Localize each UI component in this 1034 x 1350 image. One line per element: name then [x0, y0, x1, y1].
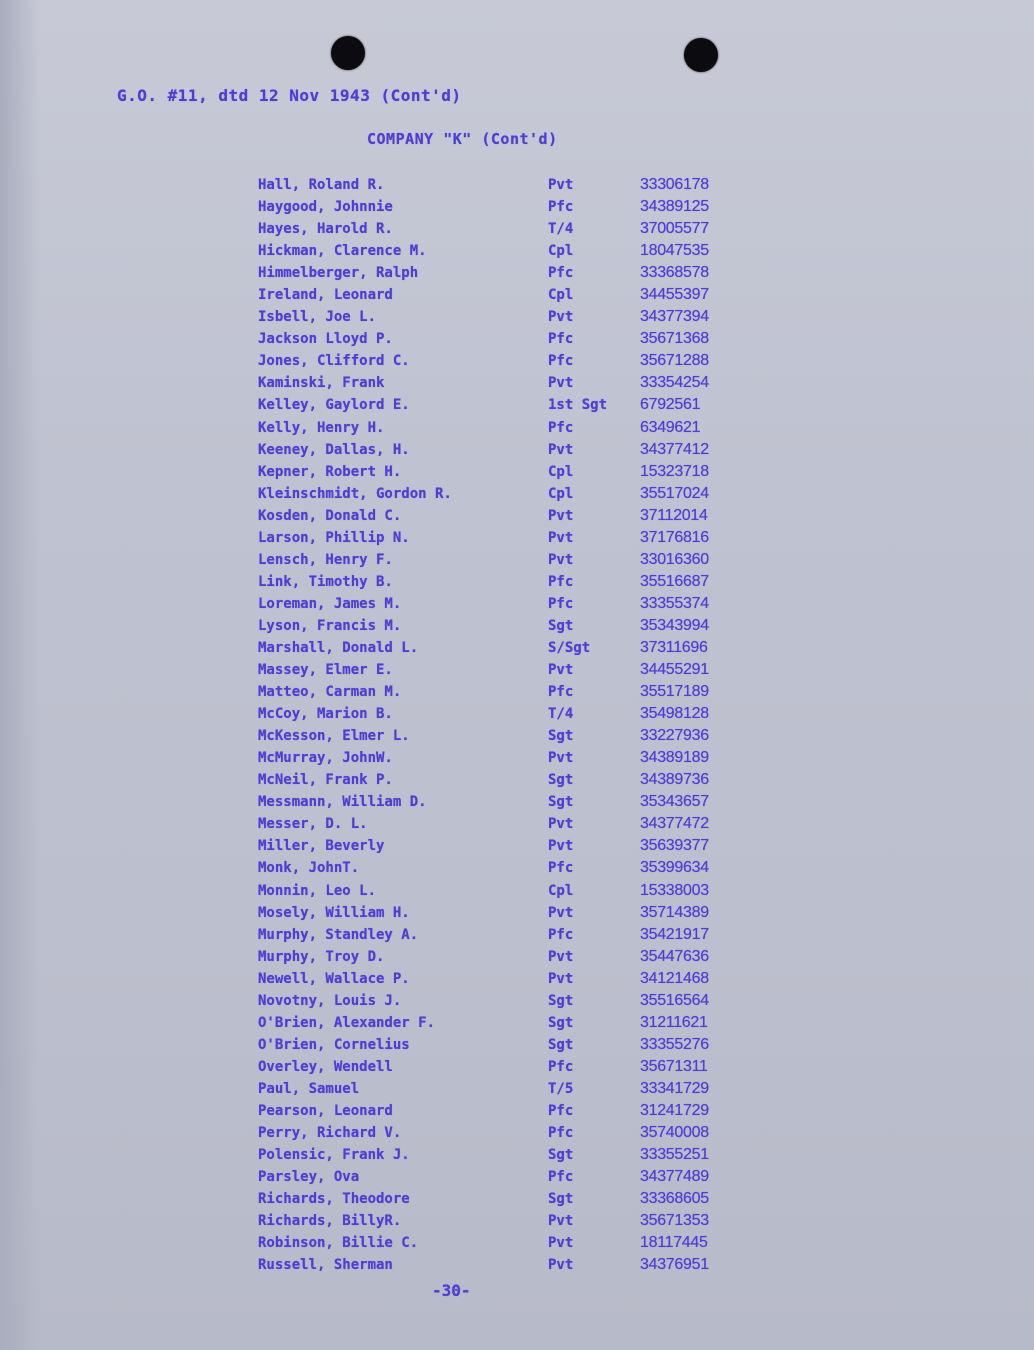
roster-serial: 35516564 [640, 991, 709, 1009]
roster-serial: 34376951 [640, 1256, 709, 1274]
roster-serial: 35498128 [640, 705, 709, 723]
roster-name: Kosden, Donald C. [258, 507, 402, 524]
roster-rank: Pvt [548, 662, 574, 679]
roster-serial: 35740008 [640, 1124, 709, 1142]
roster-rank: Pvt [548, 529, 574, 546]
roster-rank: Pfc [548, 353, 574, 370]
roster-rank: Pvt [548, 838, 574, 855]
roster-serial: 33016360 [640, 550, 709, 568]
roster-serial: 34455397 [640, 286, 709, 304]
roster-name: Hall, Roland R. [258, 177, 385, 193]
roster-serial: 33355276 [640, 1035, 709, 1053]
roster-row [258, 1256, 778, 1278]
roster-name: Massey, Elmer E. [258, 662, 393, 679]
roster-row [258, 441, 778, 463]
roster-row [258, 396, 778, 418]
roster-rank: Sgt [548, 1147, 574, 1164]
bleed-through-text [205, 140, 265, 1240]
roster-name: Marshall, Donald L. [258, 639, 419, 656]
roster-serial: 31241729 [640, 1101, 709, 1119]
roster-name: Polensic, Frank J. [258, 1147, 410, 1164]
roster-name: Novotny, Louis J. [258, 992, 402, 1009]
roster-row [258, 242, 778, 264]
roster-row [258, 1190, 778, 1212]
roster-rank: Sgt [548, 992, 574, 1009]
roster-serial: 35671311 [640, 1057, 708, 1075]
roster-row [258, 705, 778, 727]
roster-name: McCoy, Marion B. [258, 706, 393, 723]
roster-rank: Pfc [548, 926, 574, 943]
roster-row [258, 1080, 778, 1102]
roster-serial: 35517024 [640, 484, 709, 502]
roster-serial: 35399634 [640, 859, 709, 877]
roster-name: Kleinschmidt, Gordon R. [258, 485, 452, 502]
roster-serial: 35714389 [640, 903, 709, 921]
roster-rank: Sgt [548, 728, 574, 745]
roster-name: Miller, Beverly [258, 838, 385, 855]
roster-name: Lyson, Francis M. [258, 617, 402, 634]
roster-rank: Pvt [548, 904, 574, 921]
roster-row [258, 1234, 778, 1256]
roster-rank: Pfc [548, 573, 574, 590]
roster-rank: Cpl [548, 882, 574, 899]
roster-rank: Cpl [548, 243, 574, 260]
roster-serial: 35516687 [640, 572, 709, 590]
roster-serial: 33355374 [640, 594, 709, 612]
roster-serial: 35671353 [640, 1212, 709, 1230]
roster-name: Haygood, Johnnie [258, 199, 393, 216]
roster-name: Monnin, Leo L. [258, 882, 377, 899]
roster-name: Kelley, Gaylord E. [258, 397, 410, 414]
roster-row [258, 1168, 778, 1190]
roster-serial: 34389189 [640, 749, 709, 767]
roster-rank: Pfc [548, 265, 574, 282]
roster-rank: Pvt [548, 750, 574, 767]
roster-rank: Cpl [548, 287, 574, 304]
roster-rank: T/4 [548, 221, 574, 238]
roster-rank: Pvt [548, 507, 574, 524]
roster-name: McNeil, Frank P. [258, 772, 393, 789]
roster-row [258, 639, 778, 661]
roster-row [258, 749, 778, 771]
roster-name: McKesson, Elmer L. [258, 728, 410, 745]
roster-serial: 33354254 [640, 374, 709, 392]
roster-serial: 35517189 [640, 683, 709, 701]
roster-name: Link, Timothy B. [258, 573, 393, 590]
roster-name: Richards, BillyR. [258, 1213, 402, 1230]
roster-name: Richards, Theodore [258, 1191, 410, 1208]
roster-rank: Pfc [548, 199, 574, 216]
roster-name: Monk, JohnT. [258, 860, 360, 877]
roster-row [258, 1146, 778, 1168]
roster-name: Kelly, Henry H. [258, 419, 385, 436]
roster-rank: Cpl [548, 485, 574, 502]
roster-rank: Sgt [548, 1036, 574, 1053]
roster-name: Mosely, William H. [258, 904, 410, 921]
roster-list [258, 176, 778, 1278]
roster-name: Loreman, James M. [258, 595, 402, 612]
roster-serial: 33227936 [640, 727, 709, 745]
roster-row [258, 683, 778, 705]
roster-name: O'Brien, Cornelius [258, 1036, 410, 1053]
roster-row [258, 507, 778, 529]
roster-serial: 33368605 [640, 1190, 709, 1208]
page-number: -30- [432, 1281, 471, 1300]
punch-hole-left [331, 36, 365, 70]
roster-row [258, 374, 778, 396]
roster-row [258, 220, 778, 242]
roster-row [258, 904, 778, 926]
roster-name: Perry, Richard V. [258, 1125, 402, 1142]
roster-serial: 34377412 [640, 440, 709, 458]
roster-rank: Pfc [548, 331, 574, 348]
roster-row [258, 595, 778, 617]
roster-name: Hickman, Clarence M. [258, 243, 427, 260]
roster-serial: 6792561 [640, 396, 701, 414]
roster-row [258, 793, 778, 815]
roster-serial: 18117445 [640, 1234, 708, 1252]
roster-row [258, 352, 778, 374]
roster-name: Robinson, Billie C. [258, 1235, 419, 1252]
roster-row [258, 1036, 778, 1058]
roster-row [258, 573, 778, 595]
roster-rank: Pfc [548, 419, 574, 436]
roster-serial: 34389125 [640, 198, 709, 216]
roster-name: Larson, Phillip N. [258, 529, 410, 546]
roster-name: Himmelberger, Ralph [258, 265, 419, 282]
roster-row [258, 926, 778, 948]
roster-rank: Pvt [548, 970, 574, 987]
roster-serial: 6349621 [640, 418, 701, 436]
roster-name: Jackson Lloyd P. [258, 331, 393, 348]
roster-name: Keeney, Dallas, H. [258, 441, 410, 458]
roster-rank: Pfc [548, 684, 574, 701]
roster-name: Jones, Clifford C. [258, 353, 410, 370]
roster-serial: 37112014 [640, 506, 708, 524]
roster-rank: S/Sgt [548, 639, 591, 656]
roster-rank: Pfc [548, 860, 574, 877]
roster-name: Paul, Samuel [258, 1080, 360, 1097]
roster-rank: Pvt [548, 816, 574, 833]
roster-row [258, 771, 778, 793]
roster-name: Kaminski, Frank [258, 375, 385, 392]
roster-serial: 33368578 [640, 264, 709, 282]
roster-serial: 33306178 [640, 176, 709, 193]
roster-serial: 15323718 [640, 462, 709, 480]
roster-rank: Pvt [548, 1257, 574, 1274]
roster-row [258, 1102, 778, 1124]
roster-serial: 35447636 [640, 947, 709, 965]
roster-serial: 35421917 [640, 925, 709, 943]
roster-name: Kepner, Robert H. [258, 463, 402, 480]
roster-serial: 37176816 [640, 528, 709, 546]
roster-row [258, 617, 778, 639]
roster-row [258, 485, 778, 507]
roster-name: Isbell, Joe L. [258, 309, 377, 326]
roster-rank: Sgt [548, 1191, 574, 1208]
roster-rank: Pvt [548, 177, 574, 193]
roster-row [258, 286, 778, 308]
roster-serial: 15338003 [640, 881, 709, 899]
roster-row [258, 948, 778, 970]
roster-rank: Pvt [548, 441, 574, 458]
roster-row [258, 992, 778, 1014]
roster-rank: T/4 [548, 706, 574, 723]
roster-rank: Pvt [548, 1213, 574, 1230]
roster-name: Hayes, Harold R. [258, 221, 393, 238]
roster-serial: 35671368 [640, 330, 709, 348]
roster-row [258, 264, 778, 286]
roster-name: Lensch, Henry F. [258, 551, 393, 568]
roster-name: O'Brien, Alexander F. [258, 1014, 436, 1031]
order-header: G.O. #11, dtd 12 Nov 1943 (Cont'd) [117, 86, 462, 105]
roster-row [258, 529, 778, 551]
roster-serial: 37005577 [640, 220, 709, 238]
roster-row [258, 463, 778, 485]
roster-rank: Sgt [548, 617, 574, 634]
roster-row [258, 815, 778, 837]
roster-serial: 18047535 [640, 242, 709, 260]
roster-rank: Pvt [548, 375, 574, 392]
roster-name: Murphy, Troy D. [258, 948, 385, 965]
roster-name: Messer, D. L. [258, 816, 368, 833]
roster-row [258, 859, 778, 881]
roster-rank: 1st Sgt [548, 397, 608, 414]
roster-name: Pearson, Leonard [258, 1102, 393, 1119]
roster-rank: Cpl [548, 463, 574, 480]
roster-serial: 35343657 [640, 793, 709, 811]
roster-serial: 31211621 [640, 1013, 708, 1031]
roster-name: Murphy, Standley A. [258, 926, 419, 943]
roster-serial: 34121468 [640, 969, 709, 987]
roster-row [258, 1212, 778, 1234]
roster-rank: Pfc [548, 1102, 574, 1119]
roster-serial: 34377394 [640, 308, 709, 326]
roster-serial: 35639377 [640, 837, 709, 855]
roster-row [258, 1124, 778, 1146]
roster-rank: Pfc [548, 1125, 574, 1142]
roster-name: Parsley, Ova [258, 1169, 360, 1186]
punch-hole-right [684, 38, 718, 72]
roster-name: Overley, Wendell [258, 1058, 393, 1075]
roster-serial: 33341729 [640, 1079, 709, 1097]
roster-name: Matteo, Carman M. [258, 684, 402, 701]
roster-rank: Sgt [548, 1014, 574, 1031]
roster-row [258, 198, 778, 220]
roster-row [258, 1014, 778, 1036]
roster-rank: Sgt [548, 772, 574, 789]
roster-row [258, 661, 778, 683]
roster-serial: 34389736 [640, 771, 709, 789]
roster-serial: 34377472 [640, 815, 709, 833]
roster-row [258, 330, 778, 352]
roster-rank: Pvt [548, 551, 574, 568]
roster-name: Newell, Wallace P. [258, 970, 410, 987]
roster-row [258, 837, 778, 859]
roster-row [258, 1058, 778, 1080]
roster-serial: 37311696 [640, 638, 708, 656]
roster-row [258, 308, 778, 330]
roster-row [258, 176, 778, 198]
roster-row [258, 970, 778, 992]
roster-serial: 34455291 [640, 661, 709, 679]
roster-rank: Sgt [548, 794, 574, 811]
roster-rank: Pfc [548, 1169, 574, 1186]
roster-rank: T/5 [548, 1080, 574, 1097]
roster-serial: 33355251 [640, 1146, 709, 1164]
roster-rank: Pvt [548, 1235, 574, 1252]
roster-row [258, 419, 778, 441]
roster-name: Russell, Sherman [258, 1257, 393, 1274]
roster-serial: 34377489 [640, 1168, 709, 1186]
company-title: COMPANY "K" (Cont'd) [367, 130, 558, 148]
roster-name: Ireland, Leonard [258, 287, 393, 304]
roster-name: McMurray, JohnW. [258, 750, 393, 767]
roster-serial: 35343994 [640, 616, 709, 634]
roster-serial: 35671288 [640, 352, 709, 370]
roster-name: Messmann, William D. [258, 794, 427, 811]
roster-rank: Pfc [548, 595, 574, 612]
roster-rank: Pvt [548, 309, 574, 326]
roster-row [258, 551, 778, 573]
roster-row [258, 727, 778, 749]
roster-rank: Pvt [548, 948, 574, 965]
roster-rank: Pfc [548, 1058, 574, 1075]
roster-row [258, 882, 778, 904]
